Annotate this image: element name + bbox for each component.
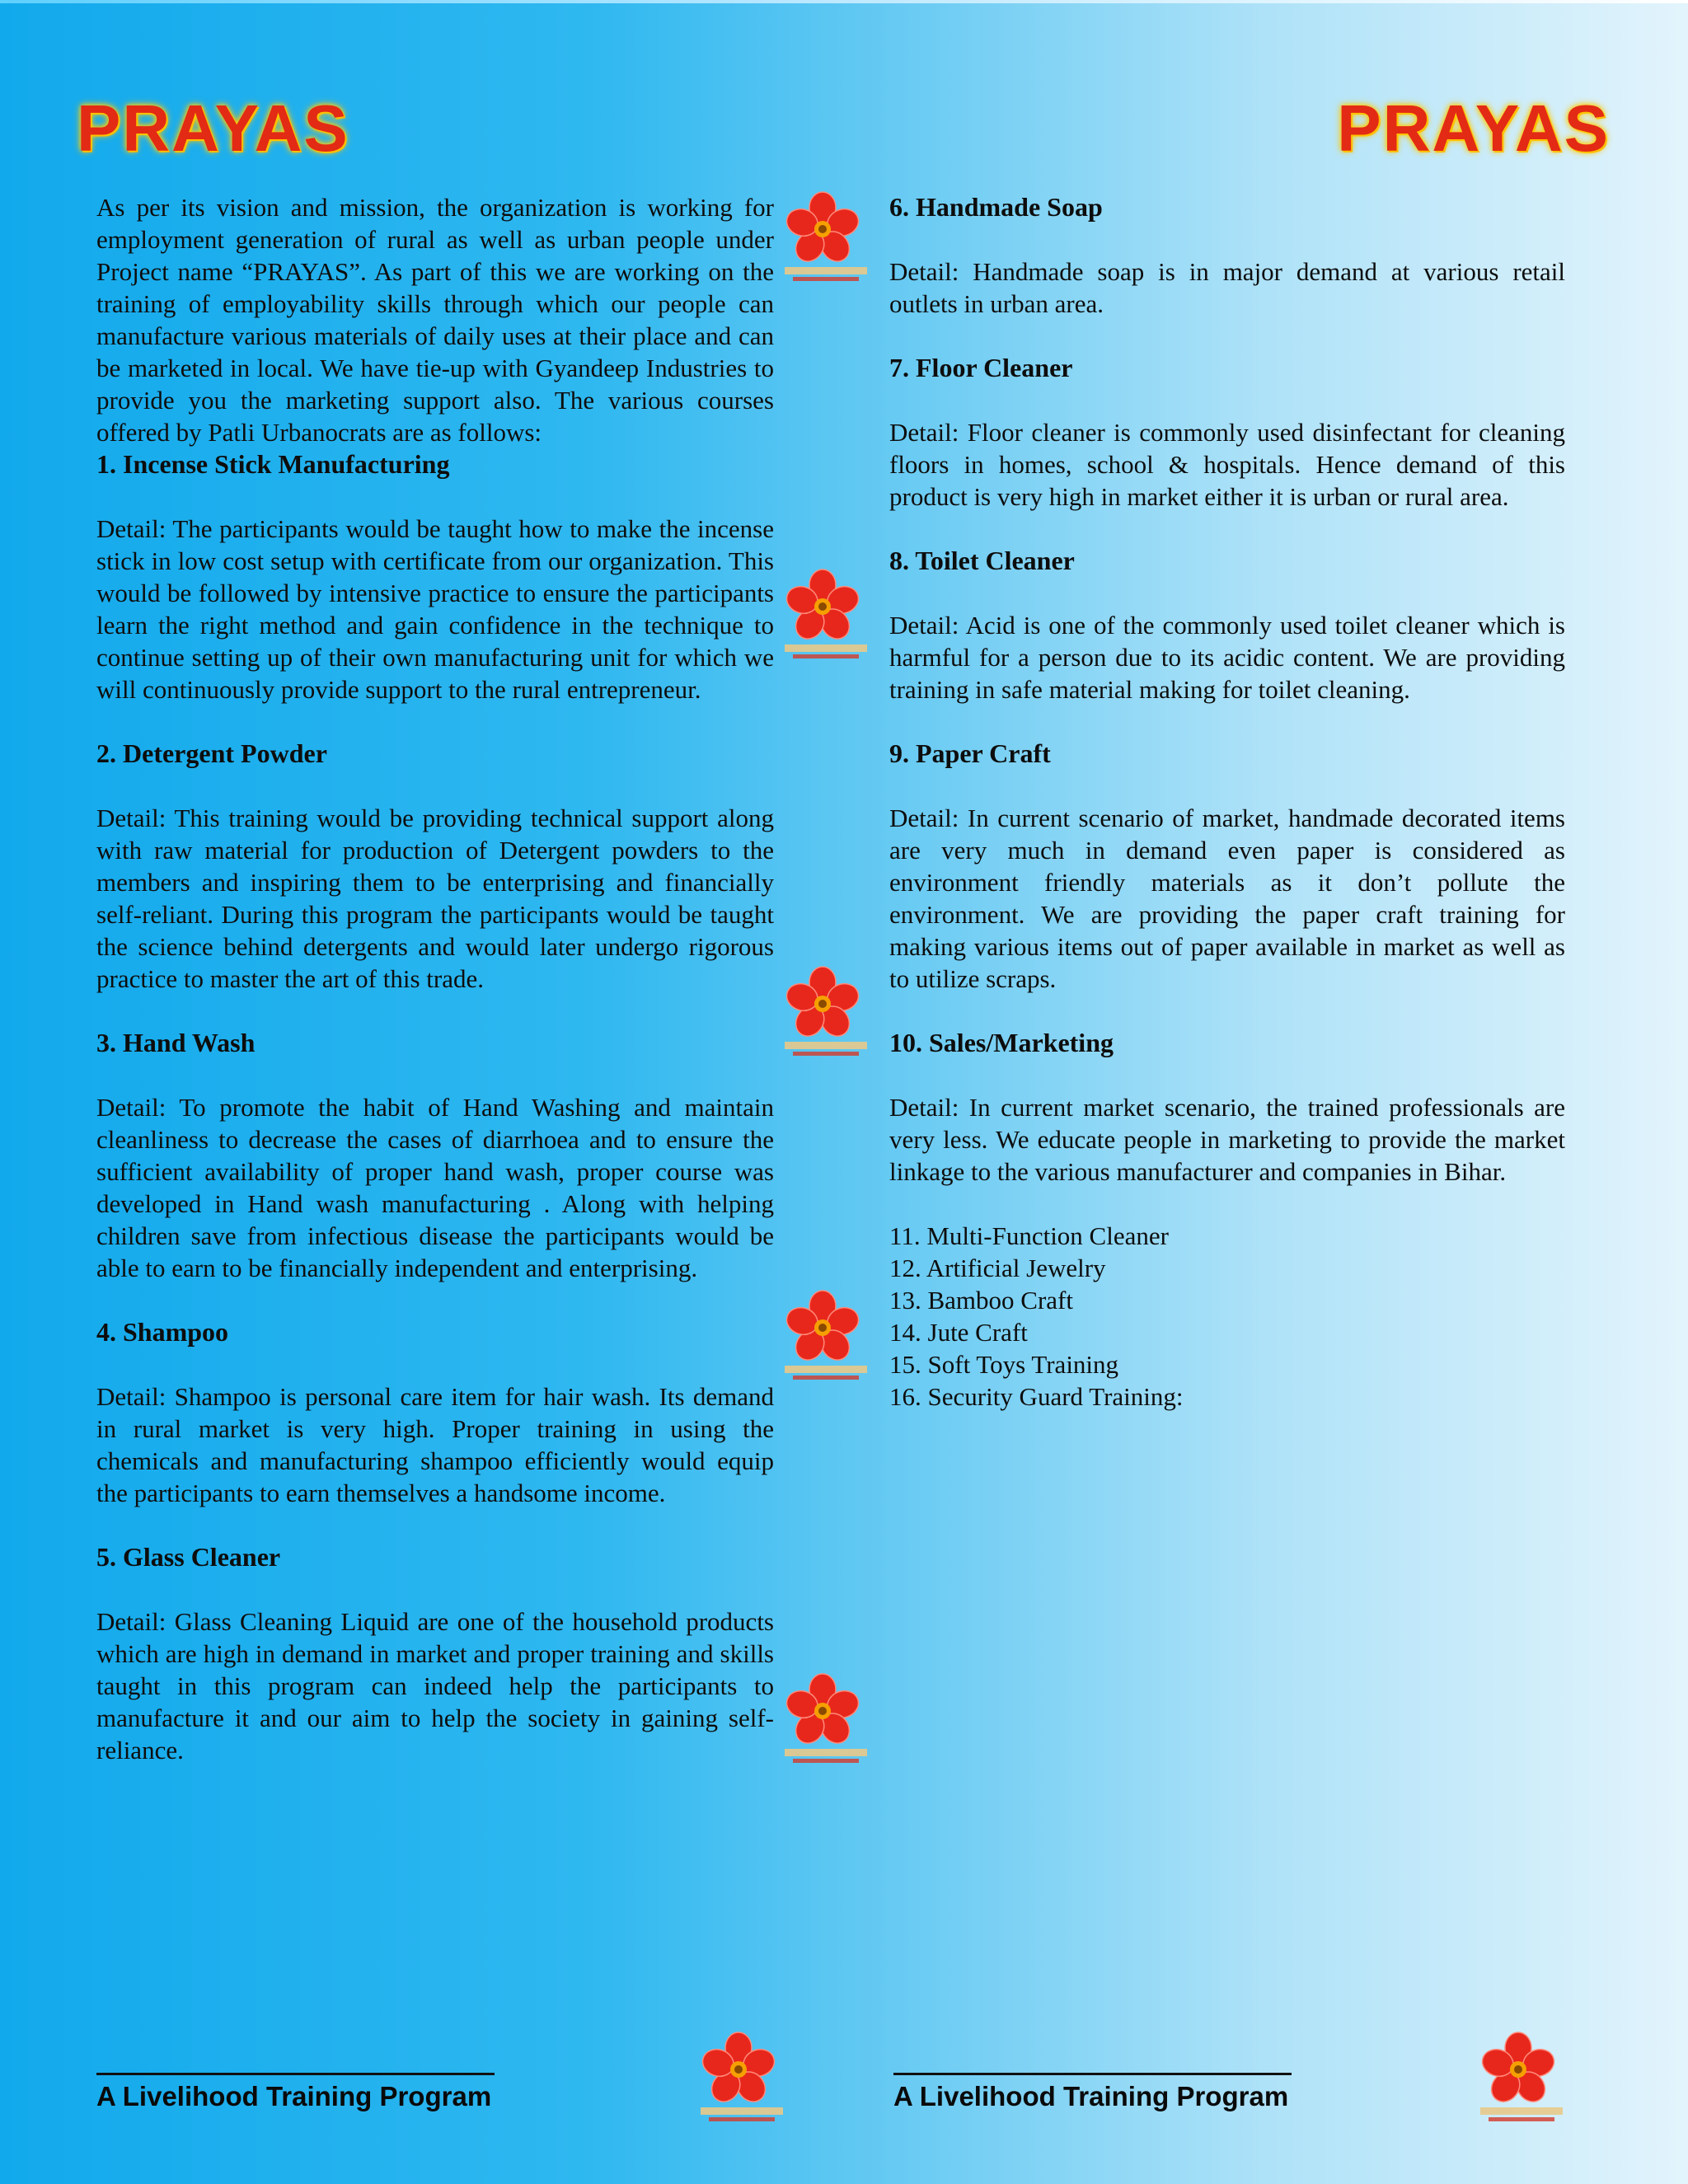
course-title: 8. Toilet Cleaner xyxy=(889,546,1075,575)
course-title: 7. Floor Cleaner xyxy=(889,353,1073,382)
course-title: 3. Hand Wash xyxy=(96,1028,256,1057)
footer-text: A Livelihood Training Program xyxy=(893,2081,1289,2111)
list-item: 12. Artificial Jewelry xyxy=(889,1254,1106,1282)
course-detail: Detail: Glass Cleaning Liquid are one of the household products which are high in demand in market and proper training and skills taught in this program can indeed help the participants to manufacture it and our aim to help the society in gaining self-reliance. xyxy=(96,1607,774,1765)
course-detail: Detail: Acid is one of the commonly used toilet cleaner which is harmful for a person due to its acidic content. We are providing training in safe material making for toilet cleaning. xyxy=(889,611,1565,704)
flower-logo-icon xyxy=(1477,2032,1576,2130)
course-detail: Detail: To promote the habit of Hand Washing and maintain cleanliness to decrease the cases of diarrhoea and to ensure the sufficient availability of proper hand wash, proper course was developed in Hand wash manufacturing . Along with helping children save from infectious disease the participants would be able to earn to be financially independent and enterprising. xyxy=(96,1093,774,1282)
brand-title-right: PRAYAS xyxy=(1337,91,1610,165)
course-detail: Detail: This training would be providing technical support along with raw material for production of Detergent powders to the members and inspiring them to be enterprising and financially self-reliant. During this program the participants would be taught the science behind detergents and would later undergo rigorous practice to master the art of this trade. xyxy=(96,804,774,993)
list-item: 13. Bamboo Craft xyxy=(889,1286,1073,1315)
list-item: 15. Soft Toys Training xyxy=(889,1350,1119,1379)
course-title: 5. Glass Cleaner xyxy=(96,1542,281,1572)
course-detail: Detail: Shampoo is personal care item for hair wash. Its demand in rural market is very high. Proper training in using the chemicals and manufacturing shampoo efficiently would equip the participants to earn themselves a handsome income. xyxy=(96,1382,774,1507)
flower-logo-icon xyxy=(697,2032,796,2130)
top-border xyxy=(0,0,1688,3)
footer-divider xyxy=(96,2073,495,2075)
other-courses-list xyxy=(889,1220,1565,1413)
flower-logo-icon xyxy=(781,569,880,668)
course-title: 9. Paper Craft xyxy=(889,738,1051,768)
intro-paragraph: As per its vision and mission, the organization is working for employment generation of rural as well as urban people under Project name “PRAYAS”. As part of this we are working on the training of employability skills through which our people can manufacture various materials of daily uses at their place and can be marketed in local. We have tie-up with Gyandeep Industries to provide you the marketing support also. The various courses offered by Patli Urbanocrats are as follows: xyxy=(96,193,774,447)
footer-text: A Livelihood Training Program xyxy=(96,2081,492,2111)
right-column xyxy=(889,191,1565,1413)
course-detail: Detail: In current scenario of market, handmade decorated items are very much in demand even paper is considered as environment friendly materials as it don’t pollute the environment. We are providing the paper craft training for making various items out of paper available in market as well as to utilize scraps. xyxy=(889,804,1565,993)
list-item: 14. Jute Craft xyxy=(889,1318,1028,1347)
course-detail: Detail: Handmade soap is in major demand at various retail outlets in urban area. xyxy=(889,257,1565,318)
flower-logo-icon xyxy=(781,966,880,1065)
course-title: 10. Sales/Marketing xyxy=(889,1028,1114,1057)
course-detail: Detail: Floor cleaner is commonly used disinfectant for cleaning floors in homes, school & hospitals. Hence demand of this product is very high in market either it is urban or rural area. xyxy=(889,418,1565,511)
course-detail: Detail: In current market scenario, the trained professionals are very less. We educate people in marketing to provide the market linkage to the various manufacturer and companies in Bihar. xyxy=(889,1093,1565,1186)
list-item: 11. Multi-Function Cleaner xyxy=(889,1221,1169,1250)
course-title: 6. Handmade Soap xyxy=(889,192,1103,222)
brand-title-left: PRAYAS xyxy=(77,91,349,165)
flower-logo-icon xyxy=(781,191,880,290)
course-title: 2. Detergent Powder xyxy=(96,738,327,768)
course-title: 4. Shampoo xyxy=(96,1317,229,1347)
list-item: 16. Security Guard Training: xyxy=(889,1382,1184,1411)
flower-logo-icon xyxy=(781,1673,880,1772)
left-column xyxy=(96,191,774,1766)
course-detail: Detail: The participants would be taught how to make the incense stick in low cost setup with certificate from our organization. This would be followed by intensive practice to ensure the participants learn the right method and gain confidence in the technique to continue setting up of their own manufacturing unit for which we will continuously provide support to the rural entrepreneur. xyxy=(96,514,774,704)
course-title: 1. Incense Stick Manufacturing xyxy=(96,449,450,479)
flower-logo-icon xyxy=(781,1290,880,1389)
footer-divider xyxy=(893,2073,1292,2075)
